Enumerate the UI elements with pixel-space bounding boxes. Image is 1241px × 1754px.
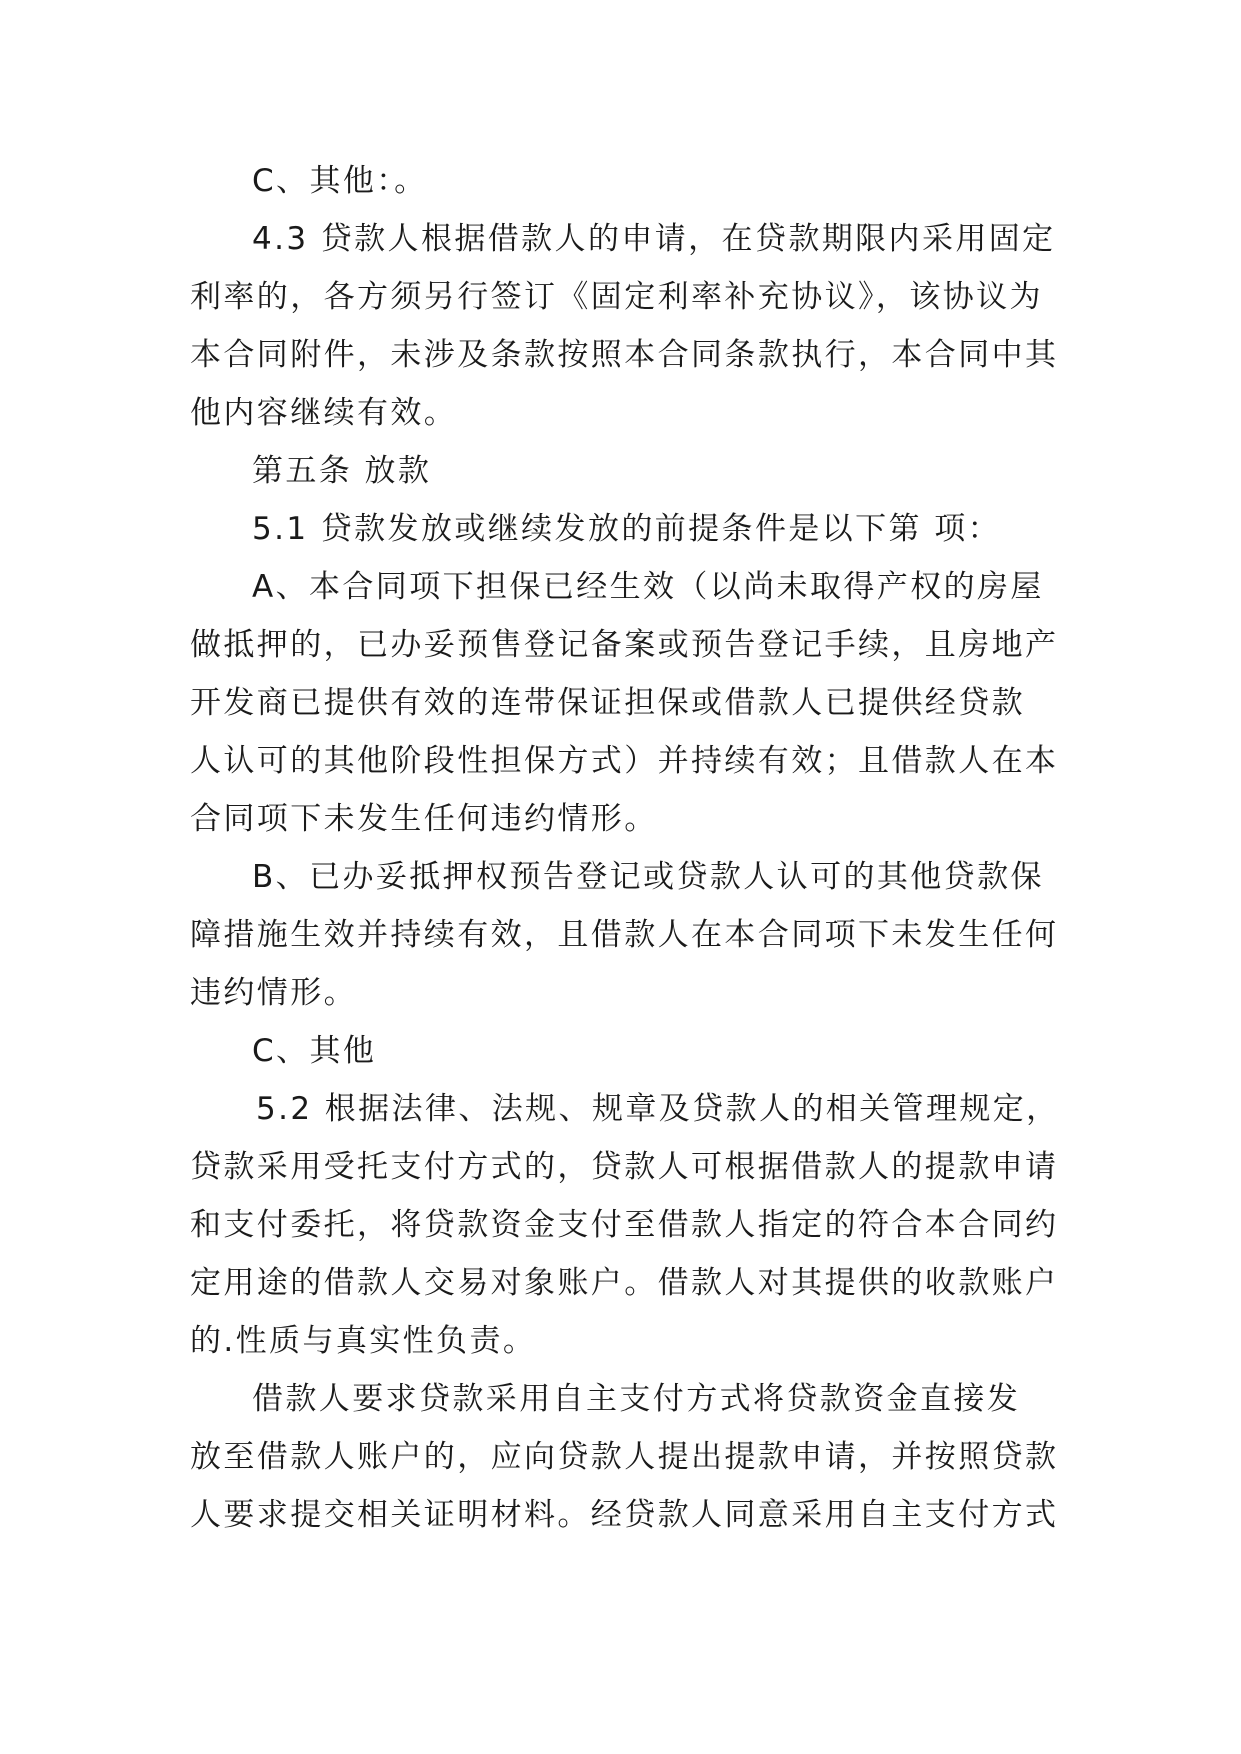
text-line: 5.2 根据法律、法规、规章及贷款人的相关管理规定， xyxy=(256,1091,1060,1127)
document-body xyxy=(190,152,1060,1544)
text-line: 放至借款人账户的，应向贷款人提出提款申请，并按照贷款 xyxy=(190,1439,1059,1475)
text-line: 贷款采用受托支付方式的，贷款人可根据借款人的提款申请 xyxy=(190,1149,1059,1185)
text-line: 合同项下未发生任何违约情形。 xyxy=(190,801,658,837)
text-line: 本合同附件，未涉及条款按照本合同条款执行，本合同中其 xyxy=(190,337,1059,373)
text-line: B、已办妥抵押权预告登记或贷款人认可的其他贷款保 xyxy=(252,859,1044,895)
text-line: 定用途的借款人交易对象账户。借款人对其提供的收款账户 xyxy=(190,1265,1059,1301)
text-line: C、其他：。 xyxy=(252,163,428,199)
text-line: 他内容继续有效。 xyxy=(190,395,458,431)
section-heading: 第五条 放款 xyxy=(252,453,432,489)
text-line: 的.性质与真实性负责。 xyxy=(190,1323,537,1359)
text-line: 借款人要求贷款采用自主支付方式将贷款资金直接发 xyxy=(252,1381,1021,1417)
text-line: A、本合同项下担保已经生效（以尚未取得产权的房屋 xyxy=(252,569,1044,605)
text-line: 人要求提交相关证明材料。经贷款人同意采用自主支付方式 xyxy=(190,1497,1059,1533)
text-line: 障措施生效并持续有效，且借款人在本合同项下未发生任何 xyxy=(190,917,1059,953)
text-line: 5.1 贷款发放或继续发放的前提条件是以下第 项： xyxy=(252,511,1002,547)
text-line: 开发商已提供有效的连带保证担保或借款人已提供经贷款 xyxy=(190,685,1025,721)
text-line: 利率的，各方须另行签订《固定利率补充协议》，该协议为 xyxy=(190,279,1043,315)
text-line: 做抵押的，已办妥预售登记备案或预告登记手续，且房地产 xyxy=(190,627,1059,663)
text-line: 违约情形。 xyxy=(190,975,357,1011)
text-line: 人认可的其他阶段性担保方式）并持续有效；且借款人在本 xyxy=(190,743,1059,779)
text-line: 和支付委托，将贷款资金支付至借款人指定的符合本合同约 xyxy=(190,1207,1059,1243)
text-line: C、其他 xyxy=(252,1033,377,1069)
text-line: 4.3 贷款人根据借款人的申请，在贷款期限内采用固定 xyxy=(252,221,1056,257)
